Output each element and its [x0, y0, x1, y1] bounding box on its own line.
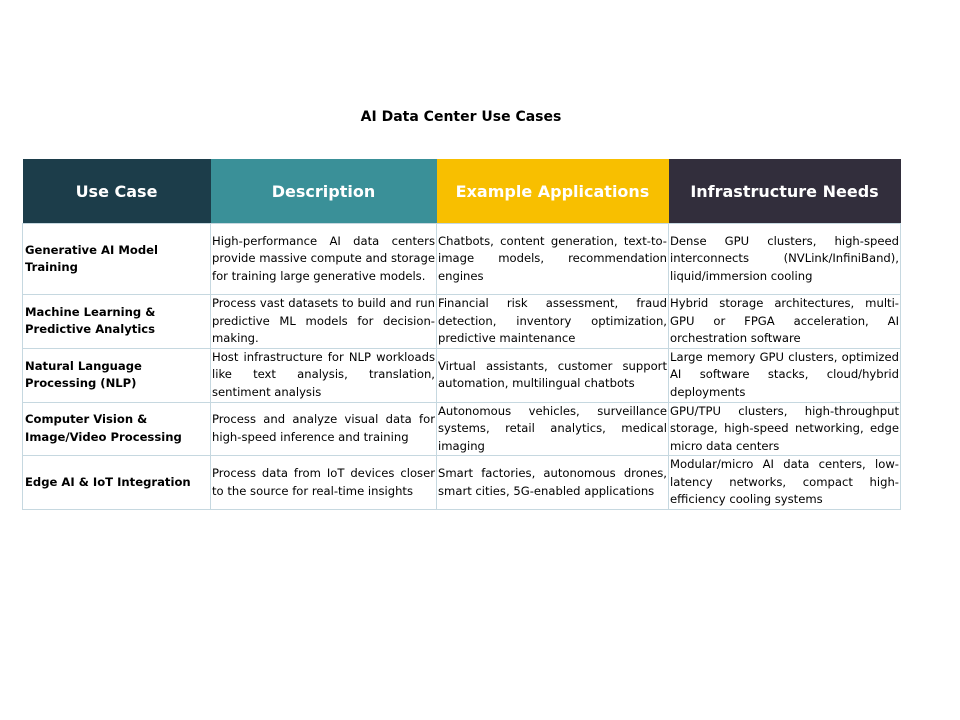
use-cases-table [22, 159, 901, 510]
applications-cell: Chatbots, content generation, text-to-image models, recommendation engines [437, 224, 669, 295]
applications-cell: Smart factories, autonomous drones, smart cities, 5G-enabled applications [437, 456, 669, 510]
applications-cell: Autonomous vehicles, surveillance systems, retail analytics, medical imaging [437, 402, 669, 456]
header-infrastructure-needs: Infrastructure Needs [669, 159, 901, 224]
description-cell: Process data from IoT devices closer to the source for real-time insights [211, 456, 437, 510]
description-cell: Process vast datasets to build and run predictive ML models for decision-making. [211, 295, 437, 349]
header-use-case: Use Case [23, 159, 211, 224]
applications-cell: Virtual assistants, customer support automation, multilingual chatbots [437, 348, 669, 402]
applications-cell: Financial risk assessment, fraud detection, inventory optimization, predictive maintenance [437, 295, 669, 349]
infrastructure-cell: GPU/TPU clusters, high-throughput storage, high-speed networking, edge micro data centers [669, 402, 901, 456]
infrastructure-cell: Modular/micro AI data centers, low-latency networks, compact high-efficiency cooling systems [669, 456, 901, 510]
infrastructure-cell: Large memory GPU clusters, optimized AI software stacks, cloud/hybrid deployments [669, 348, 901, 402]
table-row [23, 348, 901, 402]
use-case-cell: Natural Language Processing (NLP) [23, 348, 211, 402]
infrastructure-cell: Hybrid storage architectures, multi-GPU or FPGA acceleration, AI orchestration software [669, 295, 901, 349]
use-case-cell: Generative AI Model Training [23, 224, 211, 295]
use-case-cell: Computer Vision & Image/Video Processing [23, 402, 211, 456]
table-header-row [23, 159, 901, 224]
description-cell: Host infrastructure for NLP workloads like text analysis, translation, sentiment analysis [211, 348, 437, 402]
infrastructure-cell: Dense GPU clusters, high-speed interconnects (NVLink/InfiniBand), liquid/immersion cooling [669, 224, 901, 295]
use-case-cell: Edge AI & IoT Integration [23, 456, 211, 510]
description-cell: High-performance AI data centers provide massive compute and storage for training large generative models. [211, 224, 437, 295]
description-cell: Process and analyze visual data for high-speed inference and training [211, 402, 437, 456]
table-row [23, 456, 901, 510]
table-row [23, 224, 901, 295]
table-row [23, 295, 901, 349]
header-example-applications: Example Applications [437, 159, 669, 224]
table-row [23, 402, 901, 456]
page-title: AI Data Center Use Cases [360, 109, 562, 125]
use-case-cell: Machine Learning & Predictive Analytics [23, 295, 211, 349]
header-description: Description [211, 159, 437, 224]
